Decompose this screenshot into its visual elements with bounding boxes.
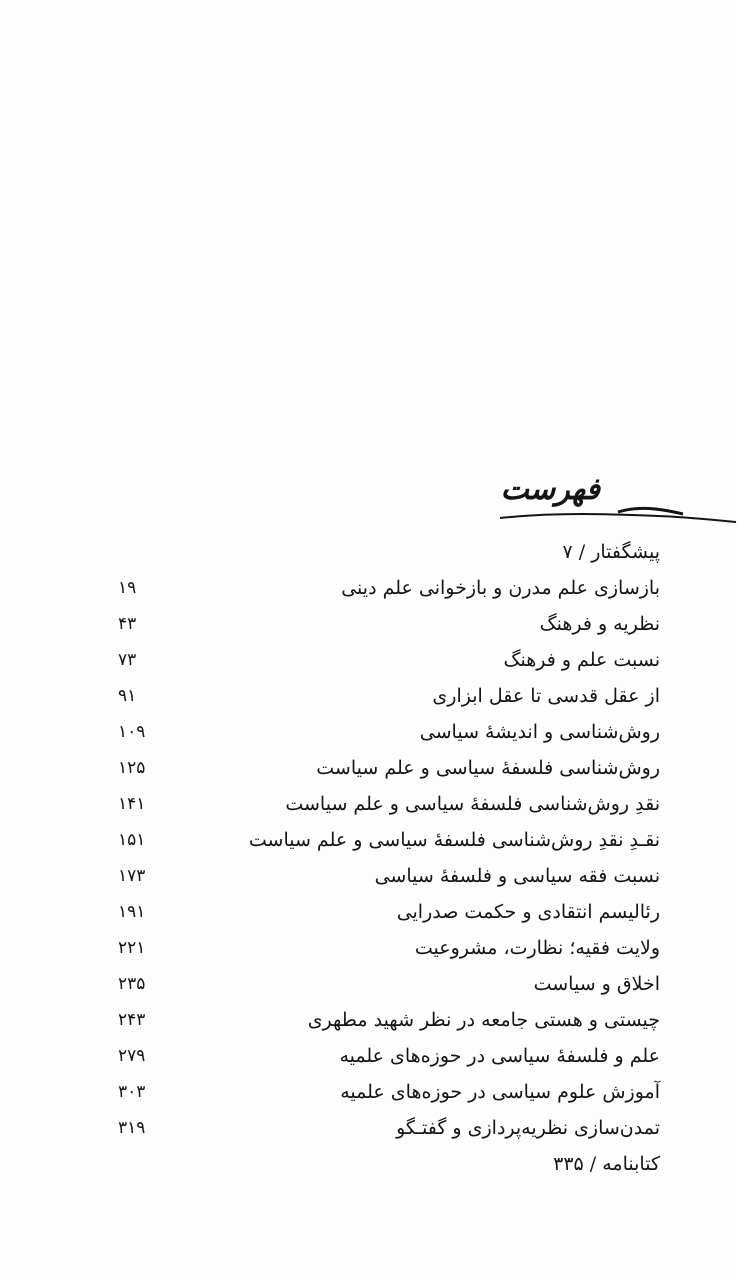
toc-row <box>0 570 738 606</box>
toc-item-page: ۱۷۳ <box>118 866 146 886</box>
toc-item-title: نقـدِ نقدِ روش‌شناسی فلسفهٔ سیاسی و علم سیاست <box>248 829 660 851</box>
toc-item-title: علم و فلسفهٔ سیاسی در حوزه‌های علمیه <box>339 1045 660 1067</box>
toc-item-title: نظریه و فرهنگ <box>539 613 660 635</box>
toc-item-title: تمدن‌سازی نظریه‌پردازی و گفتـگو <box>396 1117 660 1139</box>
toc-item-title: نقدِ روش‌شناسی فلسفهٔ سیاسی و علم سیاست <box>285 793 660 815</box>
toc-item-title: نسبت علم و فرهنگ <box>503 649 660 671</box>
toc-item-page: ۷۳ <box>118 650 137 670</box>
toc-item-page: ۲۳۵ <box>118 974 146 994</box>
toc-intro-title: پیشگفتار / ۷ <box>562 541 660 563</box>
toc-row <box>0 1002 738 1038</box>
toc-item-page: ۳۱۹ <box>118 1118 146 1138</box>
toc-row <box>0 1038 738 1074</box>
toc-heading <box>498 472 738 532</box>
toc-item-page: ۱۹ <box>118 578 137 598</box>
toc-row <box>0 1110 738 1146</box>
toc-item-title: اخلاق و سیاست <box>533 973 660 995</box>
toc-item-page: ۹۱ <box>118 686 137 706</box>
toc-item-page: ۱۲۵ <box>118 758 146 778</box>
toc-row <box>0 858 738 894</box>
toc-item-title: بازسازی علم مدرن و بازخوانی علم دینی <box>341 577 660 599</box>
toc-intro-row <box>0 534 738 570</box>
toc-item-page: ۱۰۹ <box>118 722 146 742</box>
heading-swash-ornament <box>498 492 738 528</box>
toc-row <box>0 930 738 966</box>
toc-row <box>0 894 738 930</box>
toc-row <box>0 678 738 714</box>
toc-item-page: ۲۷۹ <box>118 1046 146 1066</box>
toc-item-title: روش‌شناسی فلسفهٔ سیاسی و علم سیاست <box>316 757 660 779</box>
toc-item-title: آموزش علوم سیاسی در حوزه‌های علمیه <box>340 1081 660 1103</box>
toc-row <box>0 750 738 786</box>
toc-item-page: ۱۵۱ <box>118 830 146 850</box>
toc-item-title: نسبت فقه سیاسی و فلسفهٔ سیاسی <box>374 865 660 887</box>
toc-item-title: چیستی و هستی جامعه در نظر شهید مطهری <box>307 1009 660 1031</box>
toc-row <box>0 966 738 1002</box>
toc-outro-title: کتابنامه / ۳۳۵ <box>553 1153 660 1175</box>
toc-row <box>0 1074 738 1110</box>
toc-row <box>0 822 738 858</box>
toc-item-title: روش‌شناسی و اندیشهٔ سیاسی <box>419 721 660 743</box>
toc-item-page: ۲۴۳ <box>118 1010 146 1030</box>
toc-row <box>0 786 738 822</box>
toc-item-title: ولایت فقیه؛ نظارت، مشروعیت <box>414 937 660 959</box>
toc-item-page: ۲۲۱ <box>118 938 146 958</box>
toc-item-title: رئالیسم انتقادی و حکمت صدرایی <box>396 901 660 923</box>
toc-row <box>0 714 738 750</box>
toc-outro-row <box>0 1146 738 1182</box>
toc-item-page: ۱۹۱ <box>118 902 146 922</box>
toc-row <box>0 606 738 642</box>
toc-item-title: از عقل قدسی تا عقل ابزاری <box>432 685 660 707</box>
toc-row <box>0 642 738 678</box>
toc-item-page: ۳۰۳ <box>118 1082 146 1102</box>
toc-item-page: ۱۴۱ <box>118 794 146 814</box>
toc-item-page: ۴۳ <box>118 614 137 634</box>
toc-heading-text: فهرست <box>500 472 600 507</box>
